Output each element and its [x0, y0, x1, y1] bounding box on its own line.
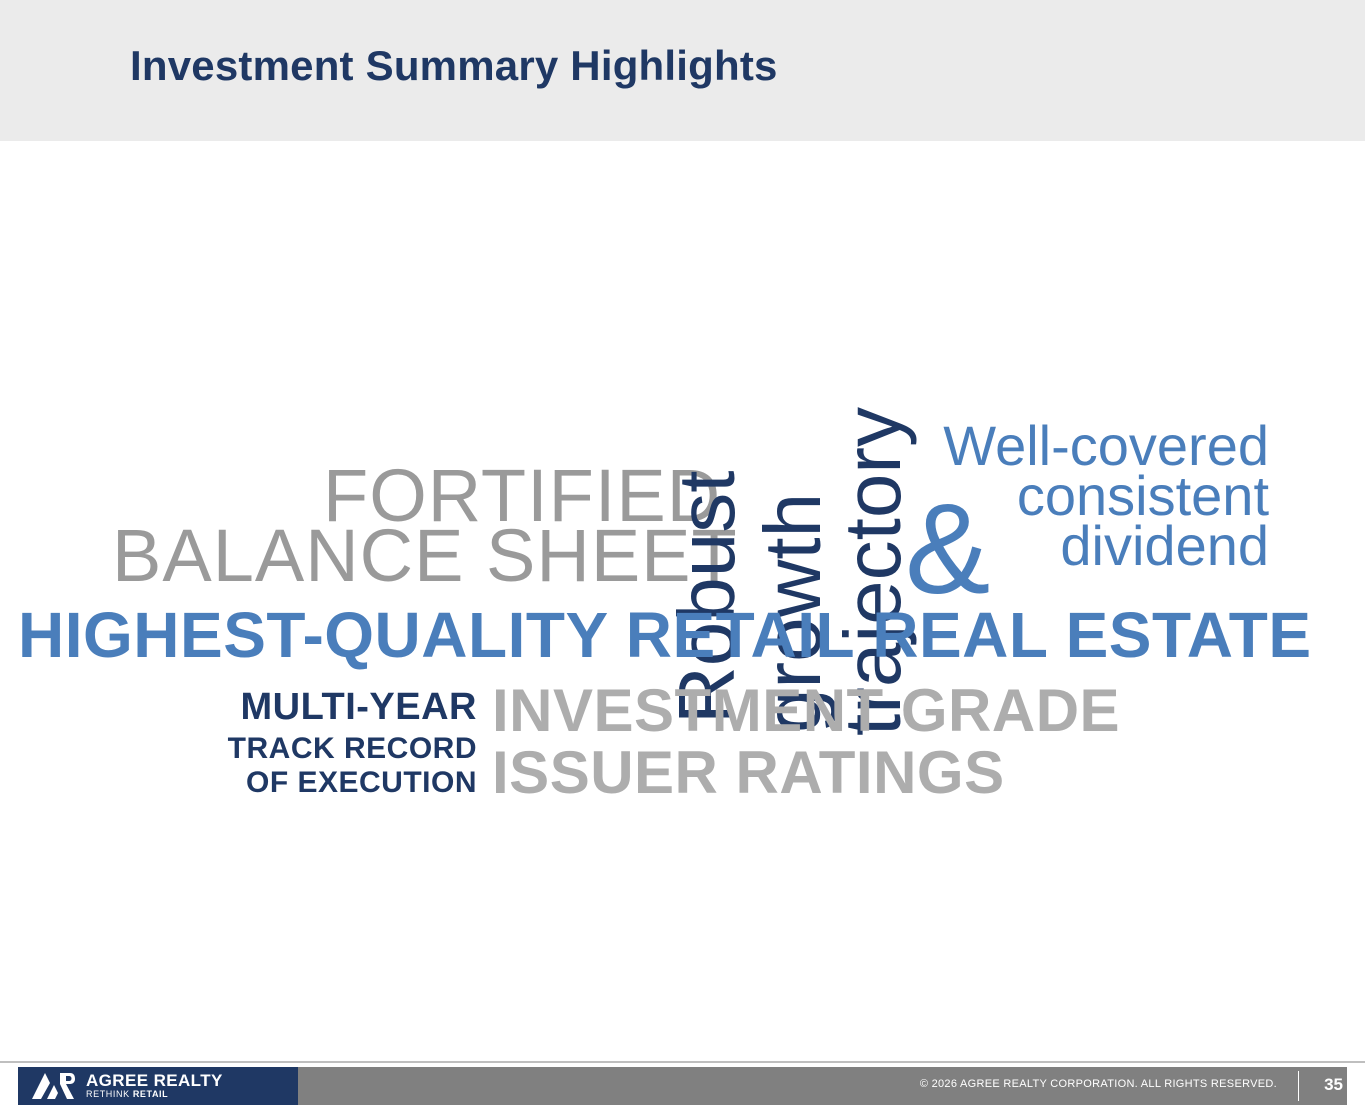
brand-tagline-light: RETHINK — [86, 1089, 133, 1100]
cloud-word-fortified: FORTIFIED — [323, 454, 722, 537]
footer-divider — [0, 1061, 1365, 1063]
cloud-word-growth: growth — [748, 492, 837, 733]
footer-separator — [1298, 1071, 1299, 1101]
cloud-word-trajectory: trajectory — [828, 407, 917, 736]
cloud-word-investment-grade: INVESTMENT GRADE — [492, 677, 1121, 744]
page-title: Investment Summary Highlights — [130, 42, 778, 89]
brand-tagline — [86, 1090, 223, 1099]
cloud-word-well-covered: Well-covered — [943, 414, 1269, 477]
cloud-word-balance-sheet: BALANCE SHEET — [112, 514, 738, 597]
page-number: 35 — [1324, 1075, 1343, 1094]
cloud-word-robust: Robust — [662, 470, 751, 724]
agree-realty-logo-icon — [30, 1071, 76, 1101]
cloud-word-track-record: TRACK RECORD — [227, 732, 477, 765]
cloud-word-issuer-ratings: ISSUER RATINGS — [492, 739, 1005, 806]
cloud-word-of-execution: OF EXECUTION — [245, 766, 477, 799]
brand-name: AGREE REALTY — [86, 1071, 223, 1091]
cloud-word-ampersand: & — [905, 478, 991, 621]
cloud-word-consistent: consistent — [1016, 464, 1269, 527]
cloud-word-multi-year: MULTI-YEAR — [240, 686, 477, 728]
brand-tagline-bold: RETAIL — [132, 1089, 169, 1100]
copyright-notice: © 2026 AGREE REALTY CORPORATION. ALL RIGHTS RESERVED. — [919, 1078, 1277, 1090]
footer — [0, 1061, 1365, 1105]
brand-logo-text — [86, 1072, 223, 1099]
brand-logo — [18, 1067, 298, 1105]
word-cloud — [0, 141, 1365, 1061]
cloud-word-dividend: dividend — [1060, 514, 1269, 577]
cloud-word-highest-quality-retail-real-estate: HIGHEST-QUALITY RETAIL REAL ESTATE — [18, 599, 1312, 671]
